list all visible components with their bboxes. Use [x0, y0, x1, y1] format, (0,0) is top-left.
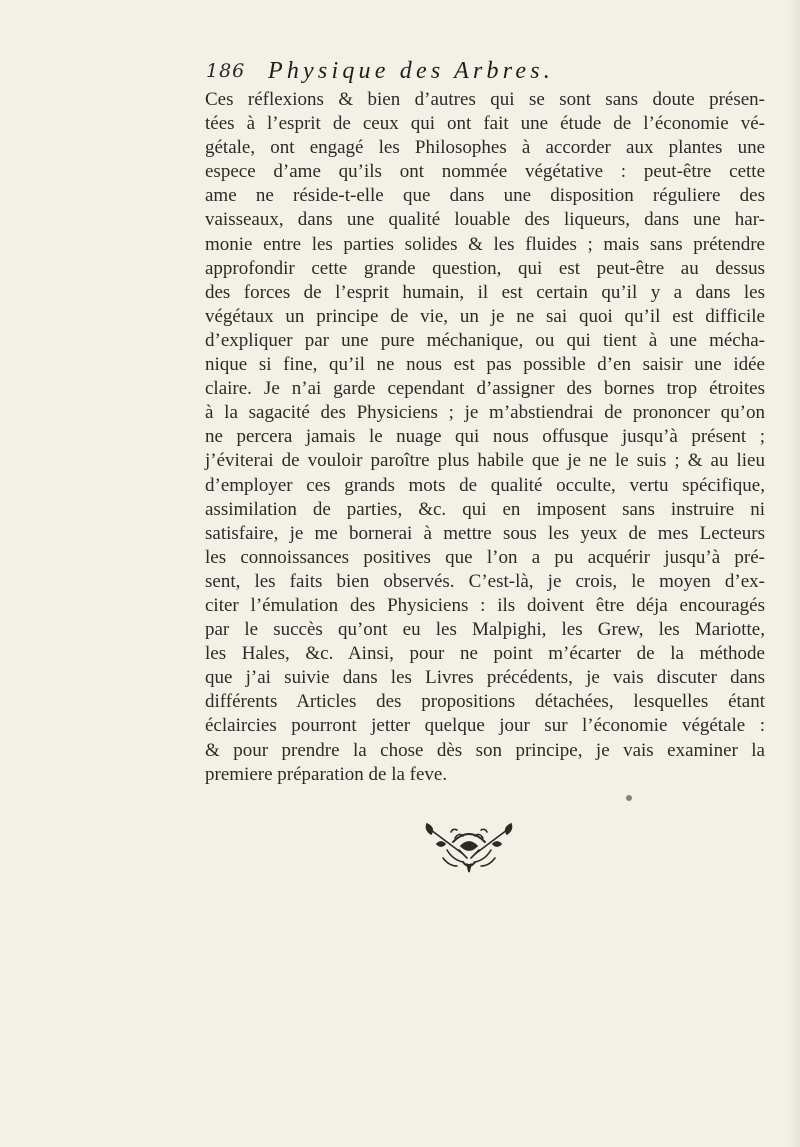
text-line: que j’ai suivie dans les Livres précédents, je vais discuter dans — [205, 667, 765, 689]
text-line: les connoissances positives que l’on a pu acquérir jusqu’à pré- — [205, 546, 765, 568]
text-line: espece d’ame qu’ils ont nommée végétative : peut-être cette — [205, 161, 765, 183]
text-line: premiere préparation de la feve. — [205, 763, 448, 785]
text-line: ame ne réside-t-elle que dans une disposition réguliere des — [205, 185, 765, 207]
text-line: satisfaire, je me bornerai à mettre sous les yeux de mes Lecteurs — [205, 522, 765, 544]
text-line: par le succès qu’ont eu les Malpighi, les Grew, les Mariotte, — [205, 619, 765, 641]
text-line: approfondir cette grande question, qui est peut-être au dessus — [205, 257, 765, 279]
text-line: tées à l’esprit de ceux qui ont fait une étude de l’économie vé- — [205, 113, 765, 135]
text-line: & pour prendre la chose dès son principe, je vais examiner la — [205, 739, 765, 761]
page-number: 186 — [206, 60, 246, 82]
text-line: monie entre les parties solides & les fluides ; mais sans prétendre — [205, 233, 765, 255]
text-line: d’employer ces grands mots de qualité occulte, vertu spécifique, — [205, 474, 765, 496]
text-line: gétale, ont engagé les Philosophes à accorder aux plantes une — [205, 137, 765, 159]
text-line: citer l’émulation des Physiciens : ils doivent être déja encouragés — [205, 594, 765, 616]
running-head — [206, 58, 656, 92]
text-line: ne percera jamais le nuage qui nous offusque jusqu’à présent ; — [205, 426, 765, 448]
body-paragraph — [205, 88, 765, 787]
text-line: sent, les faits bien observés. C’est-là, je crois, le moyen d’ex- — [205, 570, 765, 592]
running-title: Physique des Arbres. — [268, 58, 554, 84]
page-edge-shadow — [786, 0, 800, 1147]
text-line: assimilation de parties, &c. qui en imposent sans instruire ni — [205, 498, 765, 520]
tailpiece-ornament-icon — [423, 820, 515, 874]
text-line: vaisseaux, dans une qualité louable des liqueurs, dans une har- — [205, 209, 765, 231]
ink-speck — [626, 795, 632, 801]
text-line: j’éviterai de vouloir paroître plus habile que je ne le suis ; & au lieu — [205, 450, 765, 472]
text-line: éclaircies pourront jetter quelque jour sur l’économie végétale : — [205, 715, 765, 737]
text-line: claire. Je n’ai garde cependant d’assigner des bornes trop étroites — [205, 378, 765, 400]
text-line: différents Articles des propositions détachées, lesquelles étant — [205, 691, 765, 713]
text-line: nique si fine, qu’il ne nous est pas possible d’en saisir une idée — [205, 354, 765, 376]
text-line: d’expliquer par une pure méchanique, ou qui tient à une mécha- — [205, 329, 765, 351]
text-line: des forces de l’esprit humain, il est certain qu’il y a dans les — [205, 281, 765, 303]
text-line: Ces réflexions & bien d’autres qui se sont sans doute présen- — [205, 89, 765, 110]
text-line: à la sagacité des Physiciens ; je m’abstiendrai de prononcer qu’on — [205, 402, 765, 424]
text-line: les Hales, &c. Ainsi, pour ne point m’écarter de la méthode — [205, 643, 765, 665]
text-line: végétaux un principe de vie, un je ne sai quoi qu’il est difficile — [205, 305, 765, 327]
